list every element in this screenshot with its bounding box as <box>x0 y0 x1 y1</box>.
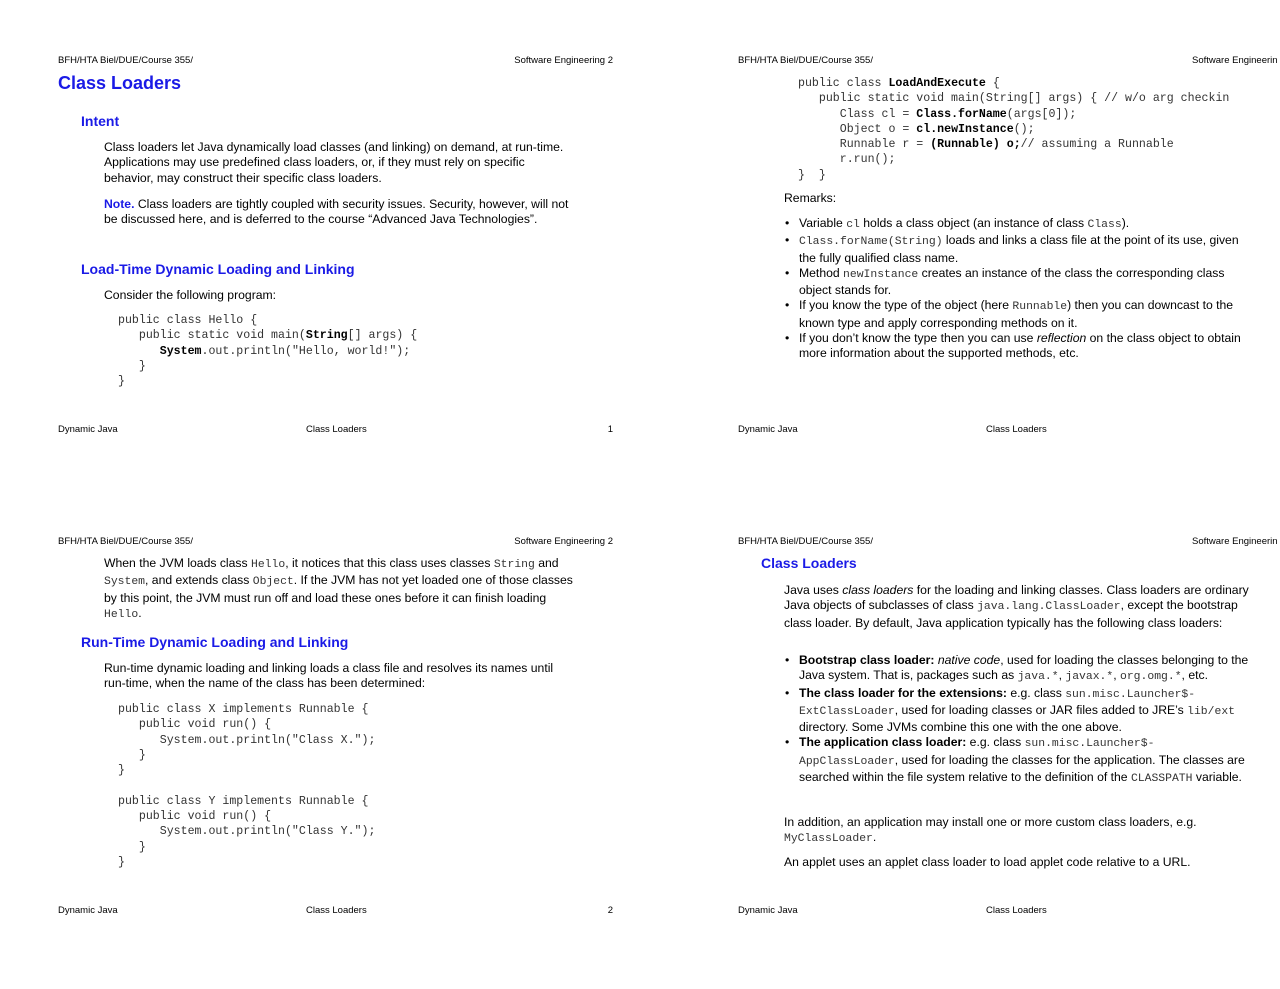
code-line: } <box>118 359 146 373</box>
inline-code: java.* <box>1017 671 1059 684</box>
code-line: (args[0]); <box>1006 107 1077 121</box>
text: and <box>534 556 559 570</box>
header-left: BFH/HTA Biel/DUE/Course 355/ <box>738 536 873 547</box>
text: directory. Some JVMs combine this one with the one above. <box>799 720 1122 735</box>
emphasis: native code <box>934 653 1001 667</box>
code-keyword: (Runnable) o; <box>930 138 1021 152</box>
text: ) then you can downcast to the known type and apply corresponding methods on it. <box>799 298 1234 330</box>
list-item <box>784 686 1254 736</box>
code-line: Runnable r = <box>798 138 931 152</box>
inline-code: cl <box>846 219 860 231</box>
text: . If the JVM has not yet loaded one of those classes by this point, the JVM must run off and load these ones before it can finish loading <box>104 573 573 605</box>
class-loader-list <box>784 653 1254 787</box>
page-number: 1 <box>607 424 613 435</box>
note-text: Class loaders are tightly coupled with security issues. Security, however, will not be discussed here, and is deferred to the course “Advanced Java Technologies”. <box>104 197 569 227</box>
list-item <box>784 266 1254 299</box>
load-and-execute-code <box>798 76 1229 183</box>
header-left: BFH/HTA Biel/DUE/Course 355/ <box>58 55 193 66</box>
list-item <box>784 216 1254 233</box>
text: holds a class object (an instance of class <box>859 216 1088 230</box>
inline-code: lib/ext <box>1187 705 1235 718</box>
footer-center: Class Loaders <box>986 905 1047 916</box>
text: If you don’t know the type then you can use <box>799 331 1037 346</box>
inline-code: String <box>493 559 535 571</box>
heading-run-time: Run-Time Dynamic Loading and Linking <box>81 634 349 650</box>
list-item <box>784 653 1254 686</box>
code-line: public static void main(String[] args) { // w/o arg checkin <box>798 92 1230 106</box>
code-keyword: String <box>305 329 348 343</box>
slide-title: Class Loaders <box>58 73 182 93</box>
code-line: } } <box>798 168 826 182</box>
text: When the JVM loads class <box>104 556 251 570</box>
inline-code: java.lang.ClassLoader <box>977 601 1121 614</box>
heading-intent: Intent <box>81 113 120 129</box>
code-line: // assuming a Runnable <box>1020 138 1174 152</box>
text: for the loading and linking classes. Class loaders are ordinary Java objects of subclasses of class <box>784 583 1249 613</box>
inline-code: MyClassLoader <box>784 833 873 846</box>
custom-loaders-paragraph <box>784 815 1254 848</box>
inline-code: sun.misc.Launcher$- <box>1024 738 1155 751</box>
code-line: Class cl = <box>798 107 917 121</box>
text: . <box>138 605 142 620</box>
code-line: public static void main( <box>118 329 306 343</box>
text: on the class object to obtain more information about the supported methods, etc. <box>799 331 1241 361</box>
text: , it notices that this class uses classes <box>285 556 494 570</box>
code-line: public class <box>798 77 889 90</box>
remarks-list <box>784 216 1254 362</box>
remarks-label: Remarks: <box>784 191 837 205</box>
text: Java uses <box>784 583 843 597</box>
note-paragraph <box>104 197 574 228</box>
inline-code: org.omg.* <box>1120 671 1182 684</box>
code-line: (); <box>1013 122 1035 136</box>
runnable-code-block: public class X implements Runnable { public void run() { System.out.println("Class X."); } } public class Y implements Runnable { public void run() { System.out.println("Class Y."); } } <box>118 703 376 869</box>
footer-left: Dynamic Java <box>58 424 118 435</box>
item-term: Bootstrap class loader: <box>799 653 935 667</box>
consider-paragraph: Consider the following program: <box>104 288 277 302</box>
code-line: Object o = <box>798 122 917 136</box>
hello-code-block <box>118 313 417 389</box>
text: , used for loading the classes for the application. The classes are searched within the file system relative to the definition of the <box>799 752 1245 785</box>
header-right: Software Engineering 2 <box>514 536 613 547</box>
inline-code: Hello <box>251 559 286 571</box>
code-keyword: System <box>159 344 202 358</box>
header-right: Software Engineerin <box>1192 55 1278 66</box>
text: loads and links a class file at the point of its use, given the fully qualified class name. <box>799 233 1239 265</box>
slide-page-2b <box>738 531 1280 931</box>
text: creates an instance of the class the corresponding class object stands for. <box>799 265 1225 298</box>
inline-code: AppClassLoader <box>799 755 895 768</box>
text: , <box>1113 668 1121 683</box>
text: Variable <box>799 216 847 230</box>
note-label: Note. <box>104 197 135 211</box>
applet-paragraph: An applet uses an applet class loader to load applet code relative to a URL. <box>784 855 1191 869</box>
text: In addition, an application may install one or more custom class loaders, e.g. <box>784 815 1197 829</box>
header-right: Software Engineering 2 <box>514 55 613 66</box>
code-line: [] args) { <box>347 329 418 343</box>
run-time-paragraph: Run-time dynamic loading and linking loads a class file and resolves its names until run-time, when the name of the class has been determined: <box>104 661 554 691</box>
text: , used for loading the classes belonging to the Java system. That is, packages such as <box>799 653 1249 683</box>
text: Method <box>799 265 844 280</box>
code-indent <box>118 345 160 358</box>
inline-code: javax.* <box>1065 671 1114 684</box>
list-item <box>784 233 1254 266</box>
header-left: BFH/HTA Biel/DUE/Course 355/ <box>738 55 873 66</box>
code-line: { <box>985 77 1000 90</box>
text: , etc. <box>1181 668 1208 683</box>
class-loaders-paragraph <box>784 583 1254 631</box>
footer-left: Dynamic Java <box>738 905 798 916</box>
heading-class-loaders: Class Loaders <box>761 555 857 571</box>
emphasis: class loaders <box>842 583 914 597</box>
text: , and extends class <box>145 573 253 588</box>
header-right: Software Engineerin <box>1192 536 1278 547</box>
code-keyword: cl.newInstance <box>916 122 1014 136</box>
text: e.g. class <box>966 735 1025 750</box>
code-keyword: LoadAndExecute <box>888 77 986 90</box>
inline-code: CLASSPATH <box>1130 773 1193 786</box>
inline-code: sun.misc.Launcher$- <box>1065 688 1196 701</box>
text: . <box>872 830 877 845</box>
inline-code: Class.forName(String) <box>799 236 943 249</box>
inline-code: Object <box>252 576 294 589</box>
footer-center: Class Loaders <box>306 424 367 435</box>
text: , except the bootstrap class loader. By default, Java application typically has the following class loaders: <box>784 598 1238 630</box>
text: variable. <box>1192 770 1242 785</box>
list-item <box>784 331 1254 362</box>
inline-code: Class <box>1087 219 1122 231</box>
code-line: } <box>118 375 125 389</box>
code-keyword: Class.forName <box>916 107 1007 121</box>
inline-code: System <box>104 576 146 589</box>
text: ). <box>1121 216 1130 230</box>
slide-page-2 <box>58 531 613 931</box>
header-left: BFH/HTA Biel/DUE/Course 355/ <box>58 536 193 547</box>
heading-load-time: Load-Time Dynamic Loading and Linking <box>81 261 355 277</box>
page-number: 2 <box>607 905 613 916</box>
footer-center: Class Loaders <box>306 905 367 916</box>
jvm-paragraph <box>104 556 574 623</box>
inline-code: Runnable <box>1012 301 1068 314</box>
text: e.g. class <box>1006 685 1066 700</box>
footer-left: Dynamic Java <box>738 424 798 435</box>
inline-code: ExtClassLoader <box>799 705 895 718</box>
code-line: r.run(); <box>798 153 896 167</box>
slide-page-1 <box>58 50 613 450</box>
item-term: The application class loader: <box>799 735 967 750</box>
emphasis: reflection <box>1036 331 1087 346</box>
inline-code: newInstance <box>843 268 919 281</box>
list-item <box>784 735 1254 787</box>
list-item <box>784 298 1254 331</box>
code-line: public class Hello { <box>118 314 258 327</box>
text: , used for loading classes or JAR files added to JRE’s <box>894 702 1188 717</box>
footer-left: Dynamic Java <box>58 905 118 916</box>
code-line: .out.println("Hello, world!"); <box>201 344 411 358</box>
inline-code: Hello <box>104 608 139 621</box>
item-term: The class loader for the extensions: <box>799 685 1007 700</box>
text: , <box>1058 668 1066 683</box>
text: If you know the type of the object (here <box>799 298 1013 313</box>
footer-center: Class Loaders <box>986 424 1047 435</box>
intent-paragraph: Class loaders let Java dynamically load classes (and linking) on demand, at run-time. Applications may use predefined class loaders, or, if they must rely on specific behavior, may construct their specific class loaders. <box>104 140 564 185</box>
slide-page-1b <box>738 50 1280 450</box>
